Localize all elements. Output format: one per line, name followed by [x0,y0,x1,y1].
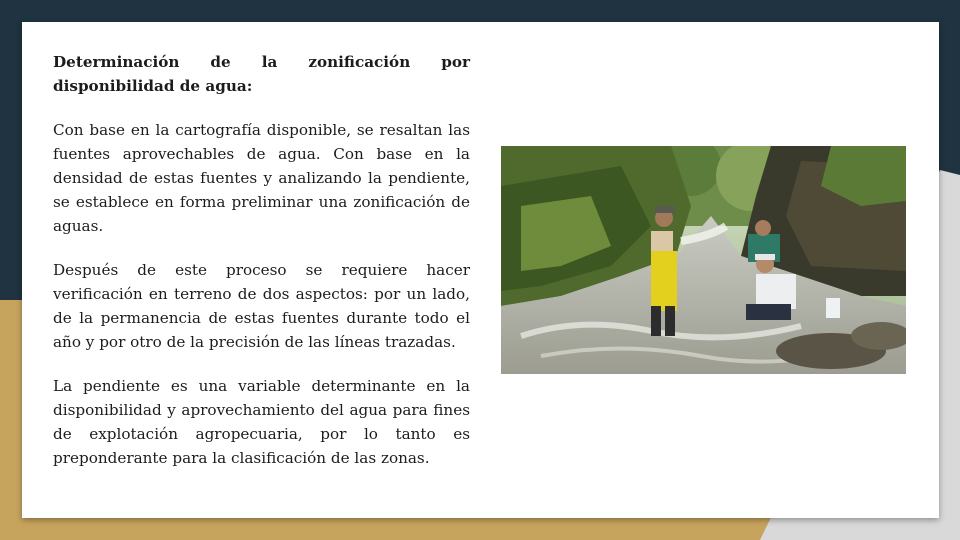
paragraph-1: Con base en la cartografía disponible, se resaltan las fuentes aprovechables de agua. Con base en la densidad de estas fuentes y analizando la pendiente, se establece en forma preliminar una zonificación de aguas. [53,121,470,235]
slide-heading: Determinación de la zonificación por disponibilidad de agua: [53,53,470,95]
text-column [53,50,470,490]
paragraph-3: La pendiente es una variable determinante en la disponibilidad y aprovechamiento del agua para fines de explotación agropecuaria, por lo tanto es preponderante para la clasificación de las zonas. [53,377,470,467]
river-fieldwork-photo [501,146,906,374]
slide-card [22,22,939,518]
paragraph-2: Después de este proceso se requiere hacer verificación en terreno de dos aspectos: por un lado, de la permanencia de estas fuentes durante todo el año y por otro de la precisión de las líneas trazadas. [53,261,470,351]
photo-illustration [501,146,906,374]
